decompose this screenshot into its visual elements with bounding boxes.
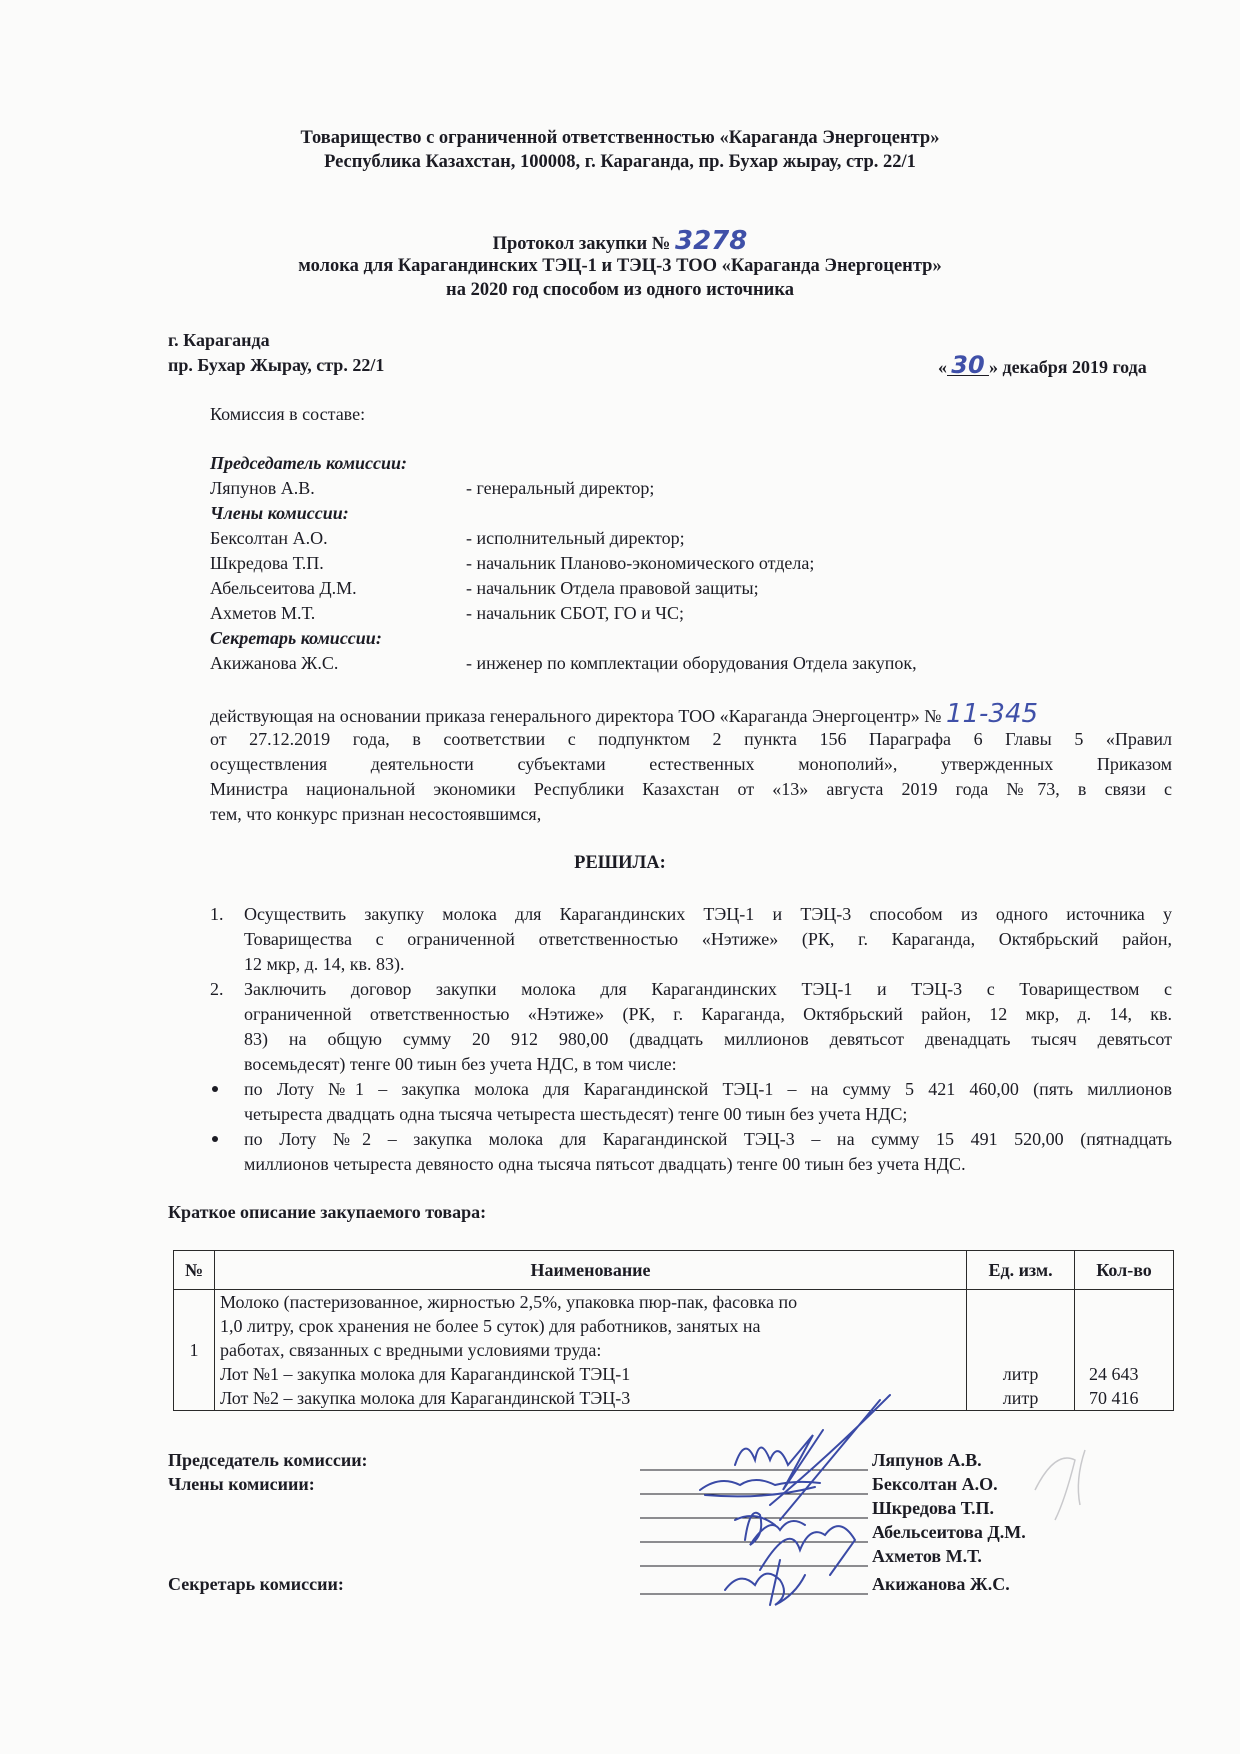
member-role: - инженер по комплектации оборудования Отдела закупок, — [466, 653, 917, 673]
member-name: Ляпунов А.В. — [210, 478, 315, 498]
decision-item-2-line: ограниченной ответственностью «Нэтиже» (РК, г. Караганда, Октябрьский район, 12 мкр, д. 14, кв. — [244, 1004, 1172, 1024]
protocol-number: 3278 — [674, 226, 748, 256]
signer-name: Шкредова Т.П. — [872, 1498, 994, 1518]
lot-2-line: миллионов четыреста девяносто одна тысяча пятьсот двадцать) тенге 00 тиын без учета НДС. — [244, 1154, 966, 1174]
protocol-prefix: Протокол закупки № — [492, 234, 671, 254]
lot-1-line: четыреста двадцать одна тысяча четыреста шестьдесят) тенге 00 тиын без учета НДС; — [244, 1104, 908, 1124]
decision-item-1-line: 12 мкр, д. 14, кв. 83). — [244, 954, 405, 974]
members-heading: Члены комиссии: — [210, 503, 349, 523]
member-name: Ахметов М.Т. — [210, 603, 316, 623]
lot-2-line: по Лоту №2 – закупка молока для Карагандинской ТЭЦ-3 – на сумму 15 491 520,00 (пятнадцать — [244, 1129, 1172, 1149]
col-quantity: Кол-во — [1075, 1251, 1174, 1290]
basis-line-4: Министра национальной экономики Республики Казахстан от «13» августа 2019 года №73, в связи с — [210, 779, 1172, 799]
signer-name: Абельсеитова Д.М. — [872, 1522, 1026, 1542]
date-rest: » декабря 2019 года — [989, 357, 1147, 377]
date-open-quote: « — [938, 357, 947, 377]
basis-line-2: от 27.12.2019 года, в соответствии с подпунктом 2 пункта 156 Параграфа 6 Главы 5 «Правил — [210, 729, 1172, 749]
qty-lot-1: 24 643 — [1089, 1364, 1139, 1384]
decision-item-1-line: Товарищества с ограниченной ответственностью «Нэтиже» (РК, г. Караганда, Октябрьский район, — [244, 929, 1172, 949]
signature-4 — [760, 1526, 855, 1575]
signer-name: Ахметов М.Т. — [872, 1546, 982, 1566]
basis-line-5: тем, что конкурс признан несостоявшимся, — [210, 804, 542, 824]
row-number: 1 — [174, 1290, 215, 1411]
sign-secretary-label: Секретарь комиссии: — [168, 1574, 344, 1594]
sign-chair-label: Председатель комиссии: — [168, 1450, 368, 1470]
sign-members-label: Члены комисиии: — [168, 1474, 315, 1494]
secretary-heading: Секретарь комиссии: — [210, 628, 382, 648]
member-role: - начальник Отдела правовой защиты; — [466, 578, 759, 598]
goods-heading: Краткое описание закупаемого товара: — [168, 1202, 487, 1222]
org-address: Республика Казахстан, 100008, г. Караганда, пр. Бухар жырау, стр. 22/1 — [324, 152, 916, 172]
place-street: пр. Бухар Жырау, стр. 22/1 — [168, 355, 385, 375]
decision-item-2-line: восемьдесят) тенге 00 тиын без учета НДС, в том числе: — [244, 1054, 677, 1074]
basis-line-3: осуществления деятельности субъектами естественных монополий», утвержденных Приказом — [210, 754, 1172, 774]
protocol-period: на 2020 год способом из одного источника — [446, 280, 794, 300]
signature-5 — [725, 1560, 805, 1605]
col-name: Наименование — [214, 1251, 966, 1290]
order-number: 11-345 — [945, 699, 1039, 729]
member-name: Акижанова Ж.С. — [210, 653, 339, 673]
commission-intro: Комиссия в составе: — [210, 404, 366, 424]
desc-line: 1,0 литру, срок хранения не более 5 суток) для работников, занятых на — [219, 1316, 761, 1336]
chair-heading: Председатель комиссии: — [210, 453, 408, 473]
col-unit: Ед. изм. — [967, 1251, 1075, 1290]
unit-lot-1: литр — [1002, 1364, 1039, 1384]
signer-name: Ляпунов А.В. — [872, 1450, 982, 1470]
decision-item-1-line: Осуществить закупку молока для Карагандинских ТЭЦ-1 и ТЭЦ-3 способом из одного источника у — [244, 904, 1172, 924]
lot-2-item: Лот №2 – закупка молока для Карагандинской ТЭЦ-3 — [219, 1388, 631, 1408]
member-role: - генеральный директор; — [466, 478, 655, 498]
member-role: - исполнительный директор; — [466, 528, 685, 548]
org-name: Товарищество с ограниченной ответственностью «Караганда Энергоцентр» — [300, 128, 940, 148]
member-role: - начальник Планово-экономического отдела; — [466, 553, 815, 573]
unit-lot-2: литр — [1002, 1388, 1039, 1408]
item-number: 1. — [210, 904, 224, 924]
desc-line: Молоко (пастеризованное, жирностью 2,5%, упаковка пюр-пак, фасовка по — [219, 1292, 798, 1312]
decision-heading: РЕШИЛА: — [574, 853, 666, 873]
item-number: 2. — [210, 979, 224, 999]
faint-mark — [1035, 1450, 1085, 1520]
place-city: г. Караганда — [168, 330, 270, 350]
member-role: - начальник СБОТ, ГО и ЧС; — [466, 603, 685, 623]
desc-line: работах, связанных с вредными условиями труда: — [219, 1340, 602, 1360]
lot-1-line: по Лоту №1 – закупка молока для Карагандинской ТЭЦ-1 – на сумму 5 421 460,00 (пять миллионов — [244, 1079, 1172, 1099]
signer-name: Акижанова Ж.С. — [872, 1574, 1010, 1594]
decision-item-2-line: 83) на общую сумму 20 912 980,00 (двадцать миллионов девятьсот двенадцать тысяч девятьсот — [244, 1029, 1172, 1049]
col-number: № — [174, 1251, 215, 1290]
signature-stroke — [770, 1395, 890, 1520]
member-name: Абельсеитова Д.М. — [210, 578, 357, 598]
signer-name: Бексолтан А.О. — [872, 1474, 998, 1494]
member-name: Бексолтан А.О. — [210, 528, 328, 548]
member-name: Шкредова Т.П. — [210, 553, 324, 573]
date-day: 30 — [947, 355, 989, 376]
lot-1-item: Лот №1 – закупка молока для Карагандинской ТЭЦ-1 — [219, 1364, 631, 1384]
qty-lot-2: 70 416 — [1089, 1388, 1139, 1408]
protocol-subject: молока для Карагандинских ТЭЦ-1 и ТЭЦ-3 ТОО «Караганда Энергоцентр» — [298, 256, 942, 276]
decision-item-2-line: Заключить договор закупки молока для Карагандинских ТЭЦ-1 и ТЭЦ-3 с Товариществом с — [244, 979, 1172, 999]
basis-text: действующая на основании приказа генерального директора ТОО «Караганда Энергоцентр» № — [210, 706, 942, 726]
